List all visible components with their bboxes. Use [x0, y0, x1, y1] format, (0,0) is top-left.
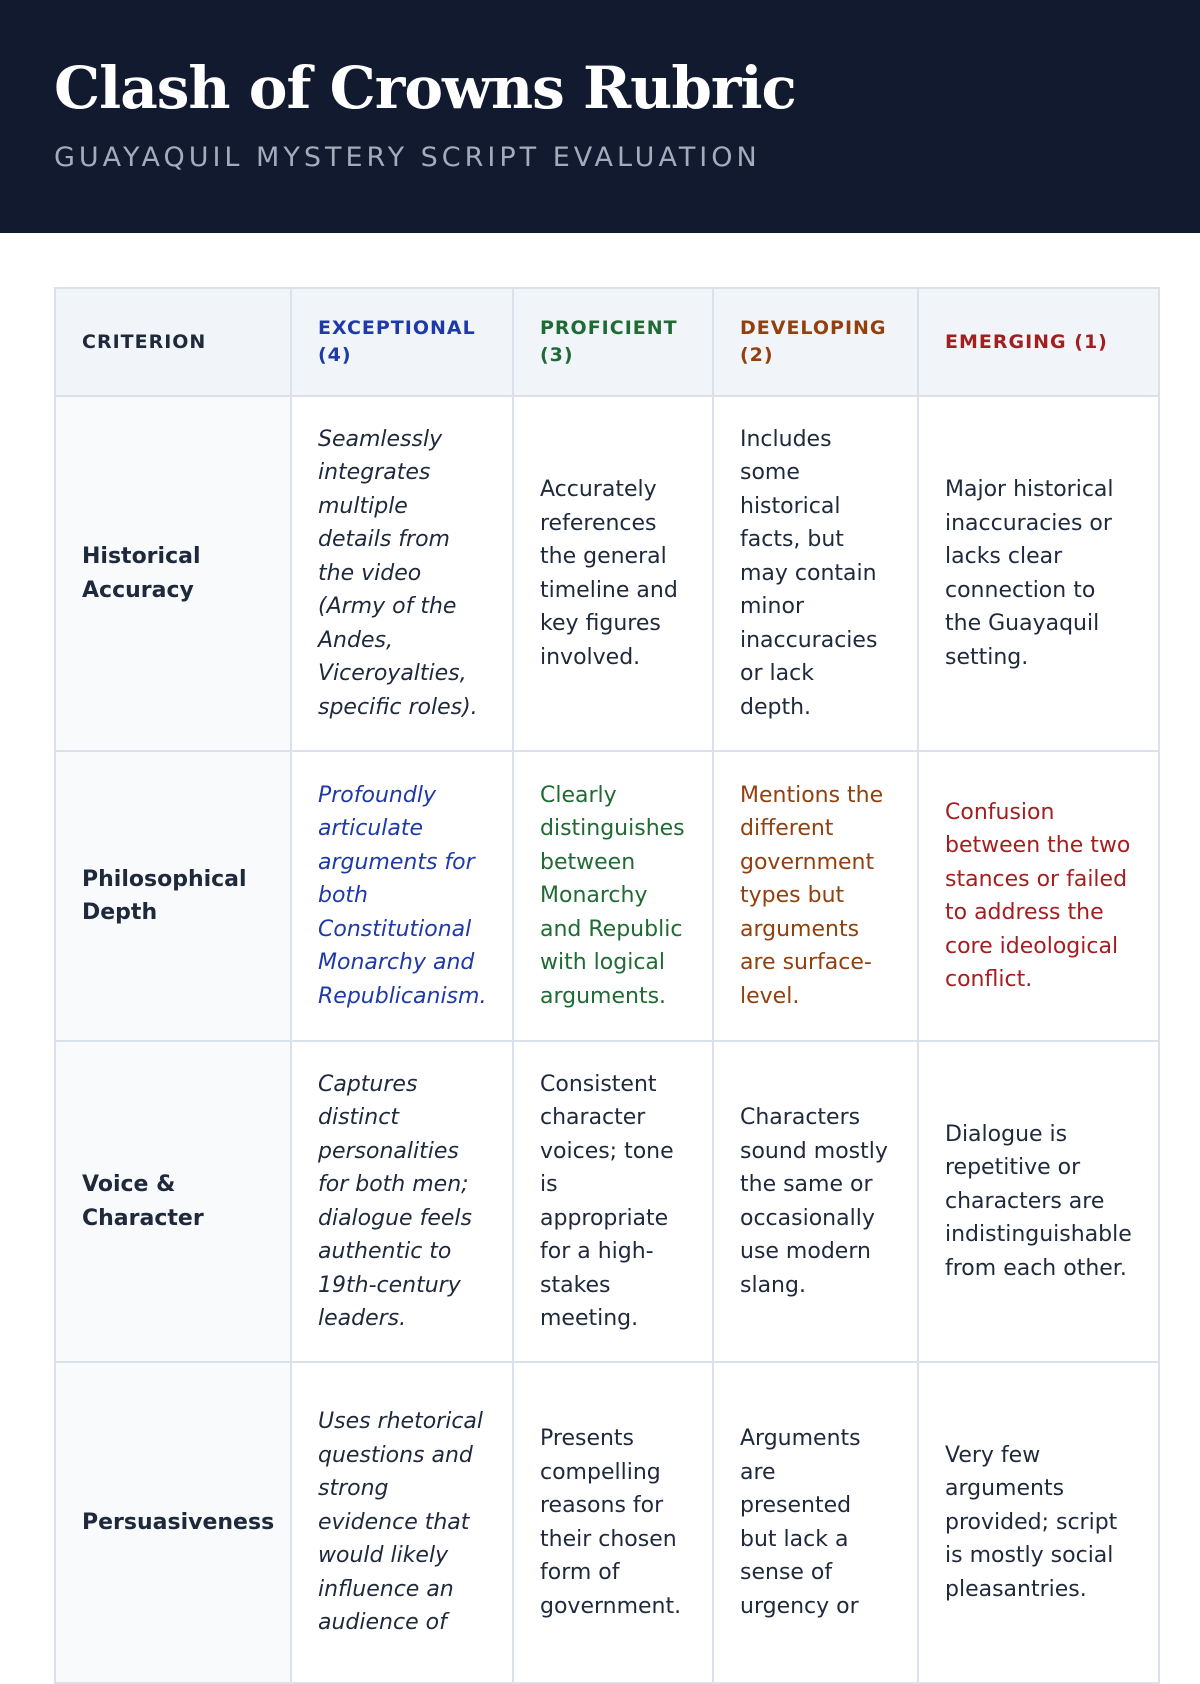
table-row [55, 396, 1159, 751]
developing-cell: Characters sound mostly the same or occasionally use modern slang. [713, 1041, 918, 1362]
rubric-table-container [54, 287, 1158, 1684]
developing-cell: Includes some historical facts, but may contain minor inaccuracies or lack depth. [713, 396, 918, 751]
table-row [55, 1362, 1159, 1683]
criterion-cell: Voice & Character [55, 1041, 291, 1362]
criterion-cell: Persuasiveness [55, 1362, 291, 1683]
developing-cell: Mentions the different government types but arguments are surface-level. [713, 751, 918, 1041]
criterion-cell: Philosophical Depth [55, 751, 291, 1041]
table-row [55, 751, 1159, 1041]
table-header-row [55, 288, 1159, 396]
header-developing: DEVELOPING (2) [713, 288, 918, 396]
header-emerging: EMERGING (1) [918, 288, 1159, 396]
header-proficient: PROFICIENT (3) [513, 288, 713, 396]
page-header [0, 0, 1200, 233]
header-exceptional: EXCEPTIONAL (4) [291, 288, 513, 396]
proficient-cell: Consistent character voices; tone is appropriate for a high-stakes meeting. [513, 1041, 713, 1362]
rubric-table [54, 287, 1160, 1684]
emerging-cell: Very few arguments provided; script is mostly social pleasantries. [918, 1362, 1159, 1683]
emerging-cell: Confusion between the two stances or failed to address the core ideological conflict. [918, 751, 1159, 1041]
exceptional-cell: Captures distinct personalities for both men; dialogue feels authentic to 19th-century leaders. [291, 1041, 513, 1362]
proficient-cell: Clearly distinguishes between Monarchy and Republic with logical arguments. [513, 751, 713, 1041]
proficient-cell: Presents compelling reasons for their chosen form of government. [513, 1362, 713, 1683]
header-criterion: CRITERION [55, 288, 291, 396]
proficient-cell: Accurately references the general timeline and key figures involved. [513, 396, 713, 751]
exceptional-cell: Uses rhetorical questions and strong evidence that would likely influence an audience of [291, 1362, 513, 1683]
emerging-cell: Dialogue is repetitive or characters are indistinguishable from each other. [918, 1041, 1159, 1362]
developing-cell: Arguments are presented but lack a sense of urgency or [713, 1362, 918, 1683]
page-title: Clash of Crowns Rubric [54, 54, 796, 122]
exceptional-cell: Seamlessly integrates multiple details from the video (Army of the Andes, Viceroyalties, specific roles). [291, 396, 513, 751]
criterion-cell: Historical Accuracy [55, 396, 291, 751]
emerging-cell: Major historical inaccuracies or lacks clear connection to the Guayaquil setting. [918, 396, 1159, 751]
exceptional-cell: Profoundly articulate arguments for both Constitutional Monarchy and Republicanism. [291, 751, 513, 1041]
table-row [55, 1041, 1159, 1362]
page-subtitle: GUAYAQUIL MYSTERY SCRIPT EVALUATION [54, 142, 761, 173]
